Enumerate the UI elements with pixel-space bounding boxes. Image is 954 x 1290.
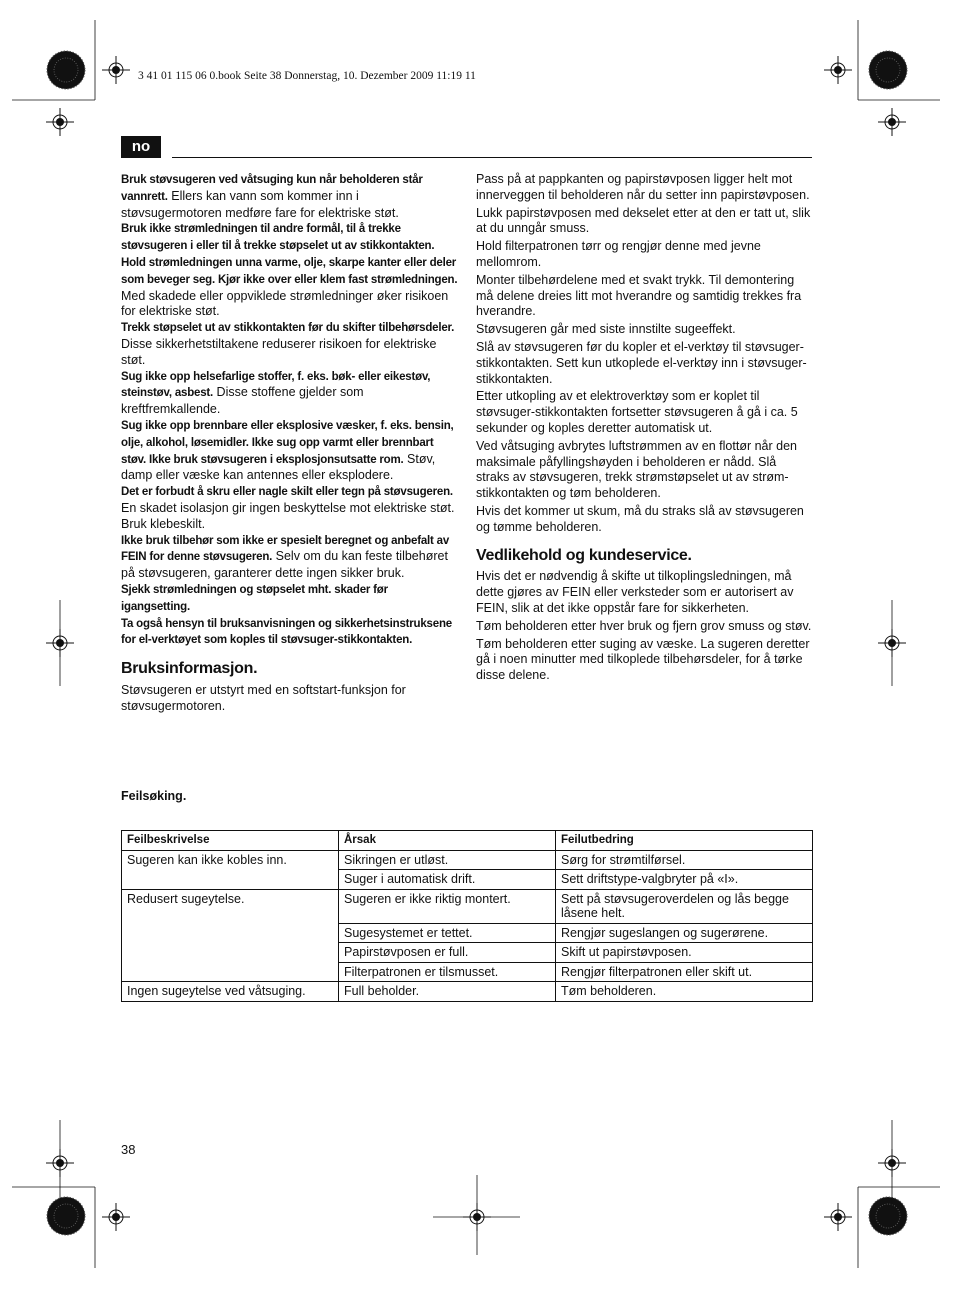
safety-paragraph — [121, 582, 458, 616]
table-row — [122, 982, 813, 1002]
usage-paragraph: Monter tilbehørdelene med et svakt trykk. Til demontering må delene dreies litt mot hverandre og samtidig trekkes fra hverandre. — [476, 272, 802, 319]
fix-cell: Rengjør sugeslangen og sugerørene. — [556, 923, 813, 943]
safety-paragraph-bold: Bruk ikke strømledningen til andre formål, til å trekke støvsugeren i eller til å trekke støpselet ut av stikkontakten. Hold strømledningen unna varme, olje, skarpe kanter eller deler som beveger seg. Kjør ikke over eller klem fast strømledningen. — [121, 223, 458, 286]
safety-paragraph-text: En skadet isolasjon gir ingen beskyttelse mot elektriske støt. Bruk klebeskilt. — [121, 500, 455, 531]
safety-paragraph — [121, 484, 458, 532]
section-heading-vedlikehold: Vedlikehold og kundeservice. — [476, 546, 692, 564]
safety-paragraph-bold: Trekk støpselet ut av stikkontakten før du skifter tilbehørsdeler. — [121, 322, 455, 335]
safety-paragraph — [121, 369, 458, 418]
safety-paragraph-bold: Sug ikke opp brennbare eller eksplosive væsker, f. eks. bensin, olje, alkohol, løsemidler. Ikke sug opp varmt eller brennbart støv. Ikke bruk støvsugeren i eksplosjonsutsatte rom. — [121, 419, 454, 466]
safety-paragraph-text: Disse sikkerhetstiltakene reduserer risikoen for elektriske støt. — [121, 336, 437, 367]
safety-paragraph-bold: Sjekk strømledningen og støpselet mht. skader før igangsetting. — [121, 583, 388, 613]
fix-cell: Sett driftstype-valgbryter på «I». — [556, 870, 813, 890]
column-header: Feilutbedring — [556, 831, 813, 851]
bruk-paragraph: Støvsugeren er utstyrt med en softstart-funksjon for støvsugermotoren. — [121, 682, 406, 713]
safety-paragraph-bold: Sug ikke opp helsefarlige stoffer, f. eks. bøk- eller eikestøv, steinstøv, asbest. — [121, 370, 431, 400]
section-heading-bruksinformasjon: Bruksinformasjon. — [121, 660, 258, 678]
fix-cell: Sett på støvsugeroverdelen og lås begge låsene helt. — [556, 889, 813, 923]
safety-paragraph — [121, 418, 458, 484]
table-row — [122, 889, 813, 923]
usage-paragraph: Hvis det kommer ut skum, må du straks slå av støvsugeren og tømme beholderen. — [476, 503, 804, 534]
fix-cell: Skift ut papirstøvposen. — [556, 943, 813, 963]
maintenance-paragraph: Hvis det er nødvendig å skifte ut tilkoplingsledningen, må dette gjøres av FEIN eller verksteder som er autorisert av FEIN, slik at det ikke oppstår fare for sikkerheten. — [476, 569, 794, 615]
maintenance-paragraph: Tøm beholderen etter suging av væske. La sugeren deretter gå i noen minutter med tilkoplede tilbehørsdeler, for å tørke disse delene. — [476, 636, 810, 683]
safety-paragraph-text: Ellers kan vann som kommer inn i støvsugermotoren medføre fare for elektriske støt. — [121, 188, 399, 220]
table-header-row — [122, 831, 813, 851]
usage-paragraph: Ved våtsuging avbrytes luftstrømmen av en flottør når den maksimale påfyllingshøyden i beholderen er nådd. Slå straks av støvsugeren, trekk strømstøpselet ut av strøm-stikkontakten og tøm beholderen. — [476, 438, 797, 501]
cause-cell: Sugeren er ikke riktig montert. — [339, 889, 556, 923]
safety-paragraph — [121, 320, 458, 368]
table-row — [122, 850, 813, 870]
usage-paragraph: Hold filterpatronen tørr og rengjør denne med jevne mellomrom. — [476, 239, 761, 269]
safety-paragraph — [121, 533, 458, 582]
problem-cell: Sugeren kan ikke kobles inn. — [122, 850, 339, 889]
column-header: Feilbeskrivelse — [122, 831, 339, 851]
usage-paragraph: Pass på at pappkanten og papirstøvposen ligger helt mot innerveggen til beholderen når du setter inn papirstøvposen. — [476, 172, 810, 202]
safety-paragraph-text: Med skadede eller oppviklede strømledninger øker risikoen for elektriske støt. — [121, 288, 449, 319]
page-number: 38 — [121, 1142, 136, 1157]
safety-paragraph-text: Selv om du kan feste tilbehøret på støvsugeren, garanterer dette ingen sikker bruk. — [121, 549, 448, 581]
troubleshooting-table — [121, 830, 813, 1002]
left-column — [121, 172, 458, 715]
safety-paragraph-bold: Ta også hensyn til bruksanvisningen og sikkerhetsinstruksene for el-verktøyet som koples til støvsuger-stikkontakten. — [121, 617, 452, 647]
safety-paragraph — [121, 616, 458, 650]
safety-paragraph-bold: Ikke bruk tilbehør som ikke er spesielt beregnet og anbefalt av FEIN for denne støvsugeren. — [121, 534, 450, 564]
cause-cell: Filterpatronen er tilsmusset. — [339, 962, 556, 982]
safety-paragraph — [121, 172, 458, 221]
safety-paragraph-bold: Det er forbudt å skru eller nagle skilt eller tegn på støvsugeren. — [121, 486, 453, 499]
usage-paragraph: Lukk papirstøvposen med dekselet etter at den er tatt ut, slik at du unngår smuss. — [476, 205, 811, 236]
book-file-info: 3 41 01 115 06 0.book Seite 38 Donnerstag, 10. Dezember 2009 11:19 11 — [138, 70, 476, 82]
safety-paragraph-text: Støv, damp eller væske kan antennes eller eksplodere. — [121, 451, 436, 483]
fix-cell: Rengjør filterpatronen eller skift ut. — [556, 962, 813, 982]
usage-paragraph: Etter utkopling av et elektroverktøy som er koplet til støvsuger-stikkontakten fortsetter støvsugeren å gå i ca. 5 sekunder og koples deretter automatisk ut. — [476, 389, 798, 435]
cause-cell: Sikringen er utløst. — [339, 850, 556, 870]
safety-paragraph — [121, 221, 458, 320]
safety-paragraph-text: Disse stoffene gjelder som kreftfremkallende. — [121, 385, 364, 417]
maintenance-paragraph: Tøm beholderen etter hver bruk og fjern grov smuss og støv. — [476, 618, 812, 633]
problem-cell: Ingen sugeytelse ved våtsuging. — [122, 982, 339, 1002]
section-heading-feilsoking: Feilsøking. — [121, 789, 187, 803]
header-divider — [172, 157, 812, 158]
fix-cell: Tøm beholderen. — [556, 982, 813, 1002]
column-header: Årsak — [339, 831, 556, 851]
cause-cell: Sugesystemet er tettet. — [339, 923, 556, 943]
right-column — [476, 172, 812, 686]
problem-cell: Redusert sugeytelse. — [122, 889, 339, 982]
language-badge: no — [121, 136, 161, 158]
safety-paragraph-bold: Bruk støvsugeren ved våtsuging kun når beholderen står vannrett. — [121, 174, 423, 203]
cause-cell: Suger i automatisk drift. — [339, 870, 556, 890]
usage-paragraph: Støvsugeren går med siste innstilte sugeeffekt. — [476, 322, 736, 337]
usage-paragraph: Slå av støvsugeren før du kopler et el-verktøy til støvsuger-stikkontakten. Sett kun utkoplede el-verktøy inn i støvsuger-stikkontakten. — [476, 339, 807, 386]
cause-cell: Full beholder. — [339, 982, 556, 1002]
fix-cell: Sørg for strømtilførsel. — [556, 850, 813, 870]
cause-cell: Papirstøvposen er full. — [339, 943, 556, 963]
